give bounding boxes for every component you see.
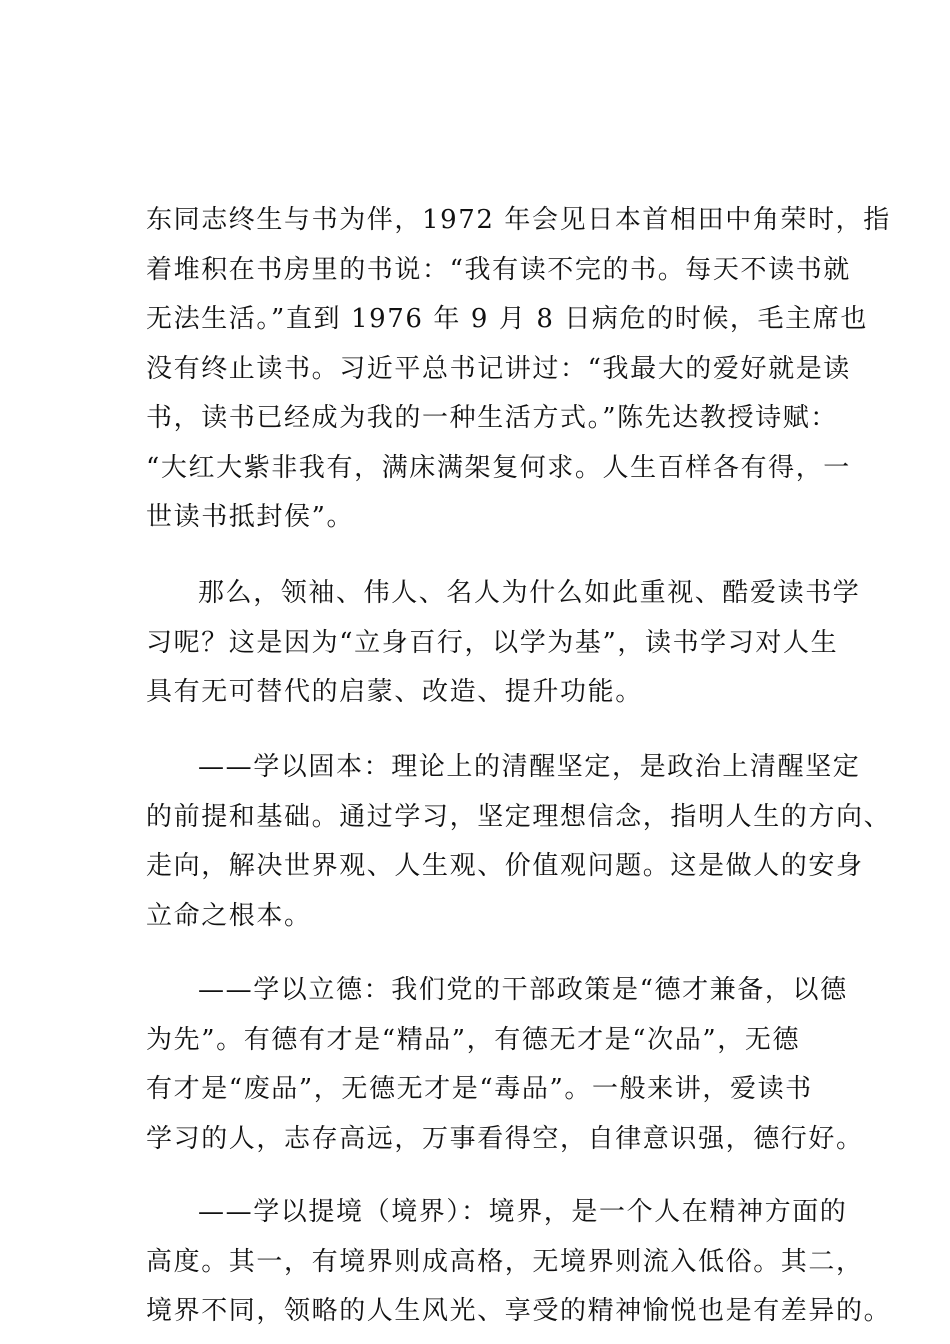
text-line: 着堆积在书房里的书说：“我有读不完的书。每天不读书就 — [146, 254, 851, 285]
text-line: “大红大紫非我有，满床满架复何求。人生百样各有得，一 — [146, 452, 851, 483]
text-line: 没有终止读书。习近平总书记讲过：“我最大的爱好就是读 — [146, 353, 851, 384]
paragraph-learn-to-build-virtue — [146, 966, 864, 1164]
text-line: ——学以提境（境界）：境界，是一个人在精神方面的 — [198, 1197, 848, 1227]
paragraph-reading-quotes — [146, 196, 891, 543]
text-line: 世读书抵封侯”。 — [146, 502, 355, 532]
paragraph-learn-to-consolidate — [146, 743, 892, 941]
text-line: 东同志终生与书为伴，1972 年会见日本首相田中角荣时，指 — [146, 205, 891, 235]
text-line: ——学以固本：理论上的清醒坚定，是政治上清醒坚定 — [198, 752, 861, 782]
text-line: 高度。其一，有境界则成高格，无境界则流入低俗。其二， — [146, 1246, 864, 1277]
text-line: 的前提和基础。通过学习，坚定理想信念，指明人生的方向、 — [146, 801, 892, 832]
paragraph-learn-to-elevate — [146, 1188, 892, 1337]
text-line: 具有无可替代的启蒙、改造、提升功能。 — [146, 677, 643, 707]
text-line: ——学以立德：我们党的干部政策是“德才兼备，以德 — [198, 975, 848, 1005]
text-line: 境界不同，领略的人生风光、享受的精神愉悦也是有差异的。 — [146, 1296, 892, 1326]
text-line: 书，读书已经成为我的一种生活方式。”陈先达教授诗赋： — [146, 403, 838, 433]
text-line: 立命之根本。 — [146, 900, 312, 931]
text-line: 习呢？这是因为“立身百行，以学为基”，读书学习对人生 — [146, 627, 839, 658]
text-line: 走向，解决世界观、人生观、价值观问题。这是做人的安身 — [146, 851, 864, 881]
text-line: 无法生活。”直到 1976 年 9 月 8 日病危的时候，毛主席也 — [146, 304, 868, 334]
paragraph-why-read — [146, 569, 861, 718]
text-line: 学习的人，志存高远，万事看得空，自律意识强，德行好。 — [146, 1123, 864, 1154]
text-line: 那么，领袖、伟人、名人为什么如此重视、酷爱读书学 — [198, 578, 861, 608]
text-line: 有才是“废品”，无德无才是“毒品”。一般来讲，爱读书 — [146, 1074, 813, 1104]
text-line: 为先”。有德有才是“精品”，有德无才是“次品”，无德 — [146, 1024, 801, 1055]
